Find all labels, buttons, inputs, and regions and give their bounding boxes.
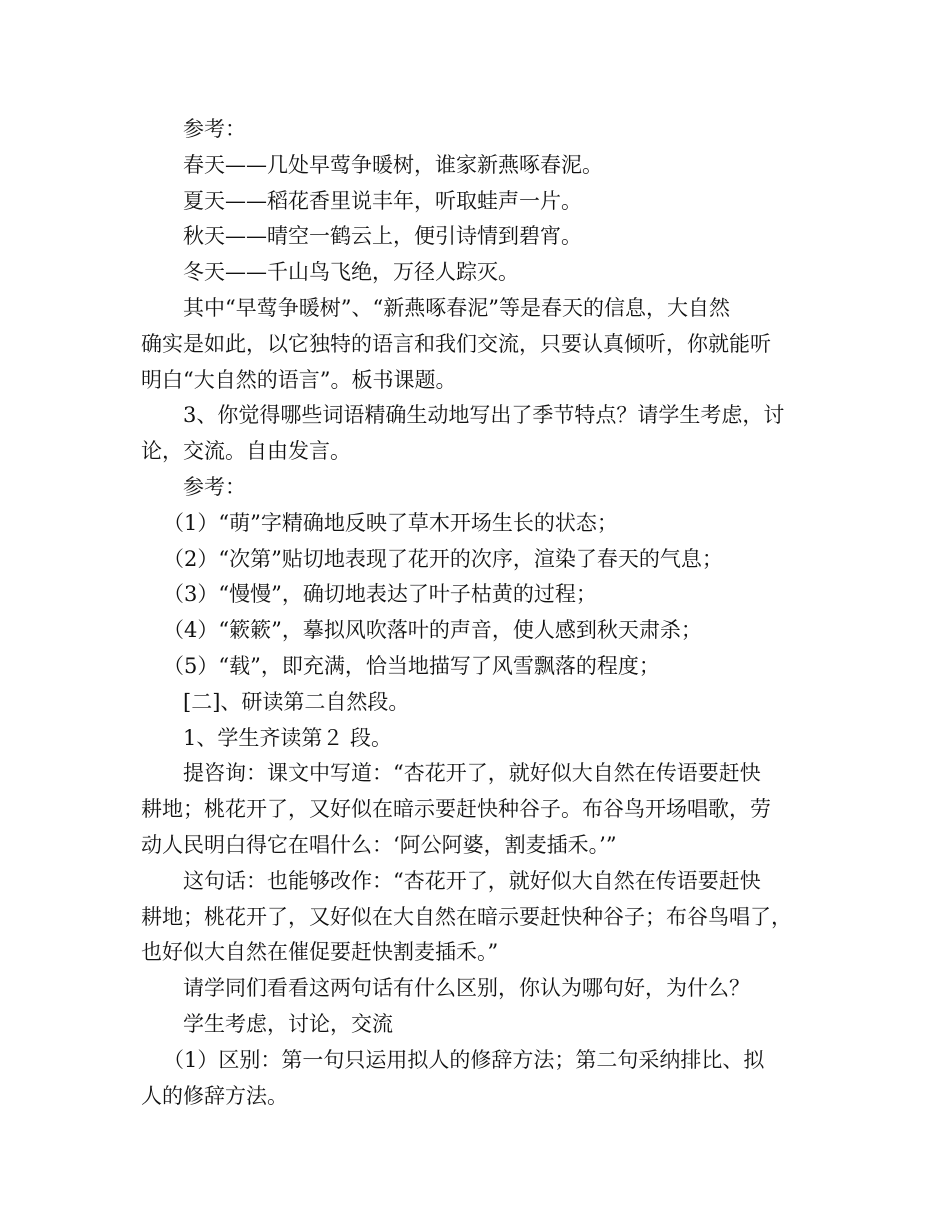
text-line: 人的修辞方法。	[141, 1083, 288, 1108]
text-line: 耕地；桃花开了，又好似在暗示要赶快种谷子。布谷鸟开场唱歌，劳	[141, 797, 771, 822]
text-line: 学生考虑，讨论，交流	[183, 1011, 393, 1036]
document-body	[141, 112, 821, 1114]
text-line: 论，交流。自由发言。	[141, 439, 351, 464]
text-line: 参考：	[183, 117, 246, 141]
text-line: 确实是如此，以它独特的语言和我们交流，只要认真倾听，你就能听	[141, 331, 771, 356]
text-line: （3）“慢慢”，确切地表达了叶子枯黄的过程；	[163, 582, 597, 607]
text-line: （1）区别：第一句只运用拟人的修辞方法；第二句采纳排比、拟	[163, 1047, 765, 1072]
text-line: 耕地；桃花开了，又好似在大自然在暗示要赶快种谷子；布谷鸟唱了，	[141, 904, 792, 929]
text-line: 冬天——千山鸟飞绝，万径人踪灭。	[183, 260, 519, 285]
text-line: 也好似大自然在催促要赶快割麦插禾。”	[141, 940, 499, 965]
text-line: 1、学生齐读第２ 段。	[183, 725, 393, 750]
text-line: （4）“簌簌”，摹拟风吹落叶的声音，使人感到秋天肃杀；	[163, 618, 702, 643]
text-line: （2）“次第”贴切地表现了花开的次序，渲染了春天的气息；	[163, 546, 723, 571]
text-line: （1）“萌”字精确地反映了草木开场生长的状态；	[163, 510, 618, 535]
text-line: 夏天——稻花香里说丰年，听取蛙声一片。	[183, 188, 582, 213]
text-line: 秋天——晴空一鹤云上，便引诗情到碧宵。	[183, 224, 582, 249]
text-line: 请学同们看看这两句话有什么区别，你认为哪句好，为什么？	[183, 976, 750, 1001]
text-line: （5）“载”，即充满，恰当地描写了风雪飘落的程度；	[163, 653, 660, 678]
text-line: [二]、研读第二自然段。	[183, 689, 410, 714]
text-line: 这句话：也能够改作：“杏花开了，就好似大自然在传语要赶快	[183, 868, 761, 893]
text-line: 动人民明白得它在唱什么：‘阿公阿婆，割麦插禾。’”	[141, 832, 617, 857]
text-line: 参考：	[183, 474, 246, 499]
text-line: 春天——几处早莺争暖树，谁家新燕啄春泥。	[183, 152, 603, 177]
text-line: 3、你觉得哪些词语精确生动地写出了季节特点？请学生考虑，讨	[183, 403, 785, 428]
text-line: 明白“大自然的语言”。板书课题。	[141, 367, 457, 392]
text-line: 提咨询：课文中写道：“杏花开了，就好似大自然在传语要赶快	[183, 761, 761, 786]
text-line: 其中“早莺争暖树”、“新燕啄春泥”等是春天的信息，大自然	[183, 295, 730, 320]
